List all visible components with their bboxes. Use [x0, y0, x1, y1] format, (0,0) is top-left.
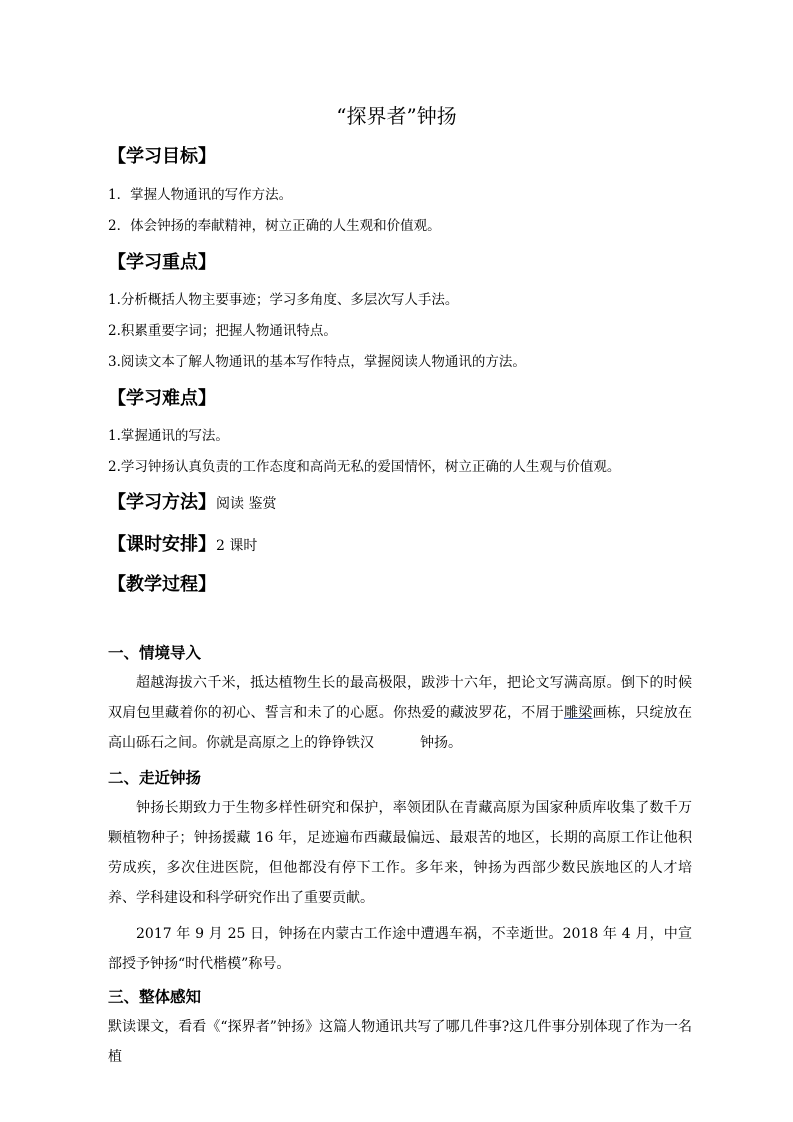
section2-heading: 二、走近钟扬 [108, 769, 202, 787]
method-text: 阅读 鉴赏 [216, 496, 277, 512]
schedule-text: 2 课时 [216, 538, 258, 554]
section2-paragraph-1: 钟扬长期致力于生物多样性研究和保护，率领团队在青藏高原为国家种质库收集了数千万颗植物种子；钟扬援藏 16 年，足迹遍布西藏最偏远、最艰苦的地区，长期的高原工作让他积劳成疾，多次住进医院，但他都没有停下工作。多年来，钟扬为西部少数民族地区的人才培养、学科建设和科学研究作出了重要贡献。 [108, 800, 692, 906]
process-heading: 【教学过程】 [108, 574, 216, 595]
section2-paragraph-2: 2017 年 9 月 25 日，钟扬在内蒙古工作途中遭遇车祸，不幸逝世。2018 年 4 月，中宣部授予钟扬“时代楷模”称号。 [108, 926, 692, 972]
schedule-heading: 【课时安排】 [108, 534, 216, 555]
difficulty-item-2: 2.学习钟扬认真负责的工作态度和高尚无私的爱国情怀，树立正确的人生观与价值观。 [108, 459, 621, 475]
section1-paragraph [108, 668, 692, 758]
objective-item-1: 1．掌握人物通讯的写作方法。 [108, 187, 293, 203]
key-point-item-2: 2.积累重要字词；把握人物通讯特点。 [108, 323, 337, 339]
section1-text-b: 画栋，只绽放在高山砾石之间。你就是高原之上的铮铮铁汉 [108, 705, 692, 751]
objective-item-2: 2．体会钟扬的奉献精神，树立正确的人生观和价值观。 [108, 218, 441, 234]
section3-paragraph: 默读课文，看看《“探界者”钟扬》这篇人物通讯共写了哪几件事?这几件事分别体现了作为一名植 [108, 1019, 692, 1065]
objectives-heading: 【学习目标】 [108, 146, 216, 167]
key-point-item-1: 1.分析概括人物主要事迹；学习多角度、多层次写人手法。 [108, 292, 459, 308]
section1-text-c: 钟扬。 [420, 735, 462, 751]
section1-text-a: 超越海拔六千米，抵达植物生长的最高极限，跋涉十六年，把论文写满高原。倒下的时候双肩包里藏着你的初心、誓言和未了的心愿。你热爱的藏波罗花，不屑于 [108, 675, 692, 721]
section3-heading: 三、整体感知 [108, 988, 202, 1006]
key-point-item-3: 3.阅读文本了解人物通讯的基本写作特点，掌握阅读人物通讯的方法。 [108, 354, 526, 370]
section1-heading: 一、情境导入 [108, 644, 202, 662]
section1-underlined-word: 雕梁 [564, 705, 593, 721]
document-title: “探界者”钟扬 [336, 104, 457, 128]
schedule-row [108, 531, 257, 560]
key-points-heading: 【学习重点】 [108, 252, 216, 273]
method-row [108, 489, 276, 518]
method-heading: 【学习方法】 [108, 492, 216, 513]
difficulties-heading: 【学习难点】 [108, 388, 216, 409]
difficulty-item-1: 1.掌握通讯的写法。 [108, 428, 229, 444]
